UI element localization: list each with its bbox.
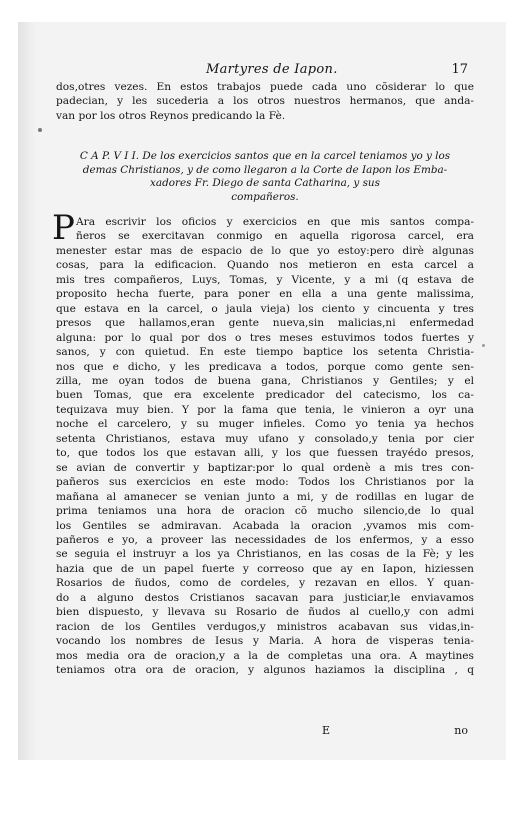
text-line: dos,otres vezes. En estos trabajos puede cada uno cõsiderar lo que bbox=[56, 81, 474, 93]
text-line: Ara escrivir los oficios y exercicios en que mis santos compa- bbox=[76, 216, 474, 228]
text-line: menester estar mas de espacio de lo que yo estoy:pero dirè algunas bbox=[56, 244, 474, 257]
chapter-heading-line: xadores Fr. Diego de santa Catharina, y sus bbox=[150, 177, 380, 189]
text-line: to, que todos los que estavan alli, y los que fuessen trayédo presos, bbox=[56, 447, 474, 460]
scan-speck bbox=[482, 344, 485, 347]
chapter-heading-line: C A P. V I I. De los exercicios santos que en la carcel teniamos yo y los bbox=[79, 150, 451, 162]
page-gutter-shadow bbox=[18, 22, 36, 760]
scan-speck bbox=[38, 128, 42, 132]
page-footer bbox=[56, 724, 474, 740]
text-line: mis tres compañeros, Luys, Tomas, y Vicente, y a mi (q estava de bbox=[56, 273, 474, 286]
text-line: racion de los Gentiles verdugos,y ministros acabavan sus vidas,in- bbox=[56, 620, 474, 633]
continued-paragraph bbox=[56, 80, 474, 123]
text-line: se avian de convertir y baptizar:por lo qual ordenè a mis tres con- bbox=[56, 461, 474, 474]
text-line: pañeros e yo, a proveer las necessidades de los enfermos, y a esso bbox=[56, 533, 474, 546]
text-line: los Gentiles se admiravan. Acabada la oracion ,yvamos mis com- bbox=[56, 519, 474, 532]
text-line: do a alguno destos Cristianos sacavan para justiciar,le enviavamos bbox=[56, 591, 474, 604]
text-line: vocando los nombres de Iesus y Maria. A hora de visperas tenia- bbox=[56, 635, 474, 648]
text-line: que estava en la carcel, o jaula vieja) los ciento y cincuenta y tres bbox=[56, 302, 474, 315]
text-line: teniamos otra ora de oracion, y algunos haziamos la disciplina , q bbox=[56, 664, 474, 677]
page-number: 17 bbox=[451, 62, 468, 77]
text-line: mos media ora de oracion,y a la de completas una ora. A maytines bbox=[56, 649, 474, 662]
drop-cap: P bbox=[52, 208, 75, 248]
chapter-heading-line: demas Christianos, y de como llegaron a la Corte de Iapon los Emba- bbox=[82, 163, 448, 176]
text-line: mañana al amanecer se venian junto a mi, y de rodillas en lugar de bbox=[56, 490, 474, 503]
text-line: prima teniamos una hora de oracion cõ mucho silencio,de lo qual bbox=[56, 505, 474, 518]
running-head-title: Martyres de Iapon. bbox=[206, 62, 338, 77]
signature-mark: E bbox=[322, 724, 331, 737]
text-line: presos que hallamos,eran gente nueva,sin malicias,ni enfermedad bbox=[56, 317, 474, 330]
chapter-heading-line: compañeros. bbox=[231, 190, 299, 203]
chapter-body bbox=[52, 208, 474, 678]
running-head bbox=[56, 62, 474, 80]
text-line: se seguia el instruyr a los ya Christianos, en las cosas de la Fè; y les bbox=[56, 548, 474, 561]
text-line: Rosarios de ñudos, como de cordeles, y rezavan en ellos. Y quan- bbox=[56, 577, 474, 590]
text-line: zilla, me oyan todos de buena gana, Christianos y Gentiles; y el bbox=[56, 374, 474, 387]
text-line: alguna: por lo qual por dos o tres meses estuvimos todos fuertes y bbox=[56, 331, 474, 344]
text-line: noche el carcelero, y su muger infieles. Como yo tenia ya hechos bbox=[56, 418, 474, 431]
text-line: cosas, para la edificacion. Quando nos metieron en esta carcel a bbox=[56, 259, 474, 272]
text-line: proposito hecha fuerte, para poner en ella a una gente malissima, bbox=[56, 288, 474, 301]
text-line: sanos, y con quietud. En este tiempo baptice los setenta Christia- bbox=[56, 346, 474, 359]
text-line: padecian, y les sucederia a los otros nuestros hermanos, que anda- bbox=[56, 95, 474, 108]
text-line: hazia que de un papel fuerte y correoso que ay en Iapon, hiziessen bbox=[56, 562, 474, 575]
text-line: bien dispuesto, y llevava su Rosario de ñudos al cuello,y con admi bbox=[56, 606, 474, 619]
text-line: setenta Christianos, estava muy ufano y consolado,y tenia por cier bbox=[56, 432, 474, 445]
text-line: pañeros sus exercicios en este modo: Todos los Christianos por la bbox=[56, 476, 474, 489]
text-line: tequizava muy bien. Y por la fama que tenia, le vinieron a oyr una bbox=[56, 403, 474, 416]
catchword: no bbox=[454, 724, 468, 737]
text-line: ñeros se exercitavan conmigo en aquella rigorosa carcel, era bbox=[76, 230, 474, 243]
text-line: buen Tomas, que era excelente predicador del catecismo, los ca- bbox=[56, 389, 474, 402]
text-line: nos que e dicho, y les predicava a todos, porque como gente sen- bbox=[56, 360, 474, 373]
text-line: van por los otros Reynos predicando la Fè. bbox=[56, 109, 286, 122]
chapter-heading bbox=[56, 150, 474, 204]
